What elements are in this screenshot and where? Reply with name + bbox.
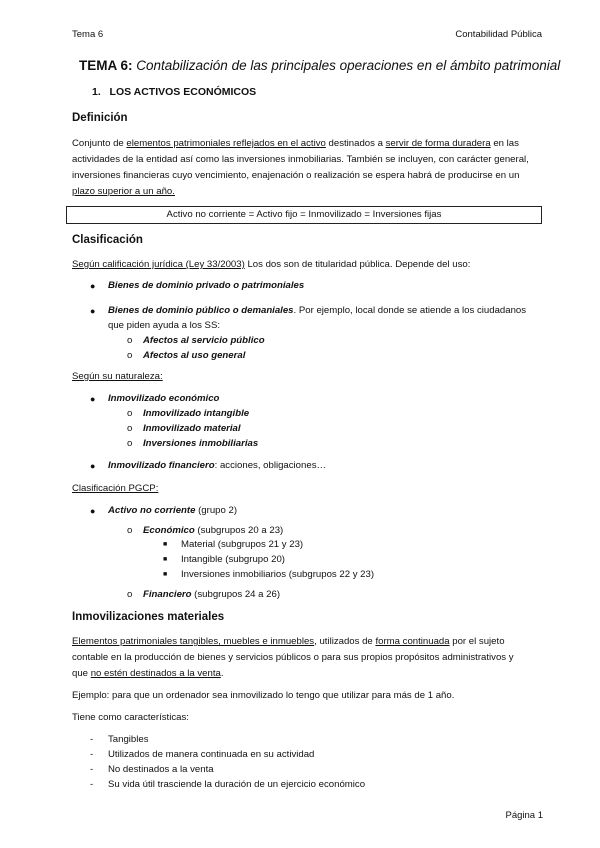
dash-icon: - bbox=[90, 734, 94, 745]
materiales-heading: Inmovilizaciones materiales bbox=[72, 611, 225, 623]
bullet-icon: ● bbox=[90, 506, 96, 516]
dash-icon: - bbox=[90, 749, 94, 760]
clasificacion-heading: Clasificación bbox=[72, 234, 143, 246]
list-item: Utilizados de manera continuada en su actividad bbox=[108, 749, 315, 760]
section-number: 1. bbox=[92, 86, 101, 98]
sub-item: Económico (subgrupos 20 a 23) bbox=[143, 525, 284, 536]
dash-icon: - bbox=[90, 764, 94, 775]
section-heading bbox=[92, 86, 256, 98]
list-item: Bienes de dominio público o demaniales. Por ejemplo, local donde se atiende a los ciudadanos bbox=[108, 305, 527, 316]
materiales-line-3: que no estén destinados a la venta. bbox=[72, 668, 224, 679]
list-item: Inmovilizado económico bbox=[108, 393, 220, 404]
sub-item: Inmovilizado material bbox=[143, 423, 241, 434]
circle-icon: o bbox=[127, 408, 133, 419]
page-title bbox=[79, 58, 560, 73]
circle-icon: o bbox=[127, 525, 133, 536]
circle-icon: o bbox=[127, 438, 133, 449]
definicion-line-3: inversiones financieras cuyo vencimiento, enajenación o realización se espera habrá de producirse en un bbox=[72, 170, 520, 181]
sub-item: Inversiones inmobiliarias bbox=[143, 438, 259, 449]
circle-icon: o bbox=[127, 589, 133, 600]
list-item: No destinados a la venta bbox=[108, 764, 214, 775]
list-item: Inmovilizado financiero: acciones, obligaciones… bbox=[108, 460, 327, 471]
ejemplo-line: Ejemplo: para que un ordenador sea inmovilizado lo tengo que utilizar para más de 1 año. bbox=[72, 690, 455, 701]
circle-icon: o bbox=[127, 350, 133, 361]
list-item: Su vida útil trasciende la duración de un ejercicio económico bbox=[108, 779, 366, 790]
definicion-line-2: actividades de la entidad así como las inversiones inmobiliarias. También se incluyen, con carácter general, bbox=[72, 154, 529, 165]
juridica-line: Según calificación jurídica (Ley 33/2003) Los dos son de titularidad pública. Depende del uso: bbox=[72, 259, 471, 270]
sub-sub-item: Inversiones inmobiliarios (subgrupos 22 y 23) bbox=[181, 569, 375, 580]
caracteristicas-line: Tiene como características: bbox=[72, 712, 189, 723]
sub-sub-item: Intangible (subgrupo 20) bbox=[181, 554, 286, 565]
sub-item: Inmovilizado intangible bbox=[143, 408, 250, 419]
definicion-line-4: plazo superior a un año. bbox=[72, 186, 175, 197]
square-icon: ■ bbox=[163, 571, 168, 578]
title-rest: Contabilización de las principales operaciones en el ámbito patrimonial bbox=[136, 58, 561, 73]
header-right: Contabilidad Pública bbox=[455, 29, 542, 40]
circle-icon: o bbox=[127, 423, 133, 434]
sub-sub-item: Material (subgrupos 21 y 23) bbox=[181, 539, 304, 550]
naturaleza-line: Según su naturaleza: bbox=[72, 371, 163, 382]
list-item: Activo no corriente (grupo 2) bbox=[108, 505, 238, 516]
title-prefix: TEMA 6: bbox=[79, 58, 133, 73]
header-left: Tema 6 bbox=[72, 29, 104, 40]
materiales-line-1: Elementos patrimoniales tangibles, muebles e inmuebles, utilizados de forma continuada por el sujeto bbox=[72, 636, 505, 647]
sub-item: Afectos al servicio público bbox=[143, 335, 265, 346]
definicion-heading: Definición bbox=[72, 112, 128, 124]
circle-icon: o bbox=[127, 335, 133, 346]
sub-item: Financiero (subgrupos 24 a 26) bbox=[143, 589, 281, 600]
bullet-icon: ● bbox=[90, 306, 96, 316]
square-icon: ■ bbox=[163, 541, 168, 548]
page-number: Página 1 bbox=[505, 810, 543, 821]
equivalence-box: Activo no corriente = Activo fijo = Inmovilizado = Inversiones fijas bbox=[66, 206, 542, 224]
dash-icon: - bbox=[90, 779, 94, 790]
section-label: LOS ACTIVOS ECONÓMICOS bbox=[109, 86, 257, 98]
square-icon: ■ bbox=[163, 556, 168, 563]
bullet-icon: ● bbox=[90, 394, 96, 404]
materiales-line-2: contable en la producción de bienes y servicios públicos o para sus propios propósitos administrativos y bbox=[72, 652, 514, 663]
bullet-icon: ● bbox=[90, 461, 96, 471]
definicion-line-1: Conjunto de elementos patrimoniales reflejados en el activo destinados a servir de forma duradera en las bbox=[72, 138, 519, 149]
list-item-cont: que piden ayuda a los SS: bbox=[108, 320, 221, 331]
pgcp-line: Clasificación PGCP: bbox=[72, 483, 159, 494]
sub-item: Afectos al uso general bbox=[143, 350, 246, 361]
bullet-icon: ● bbox=[90, 281, 96, 291]
list-item: Bienes de dominio privado o patrimoniales bbox=[108, 280, 305, 291]
list-item: Tangibles bbox=[108, 734, 149, 745]
